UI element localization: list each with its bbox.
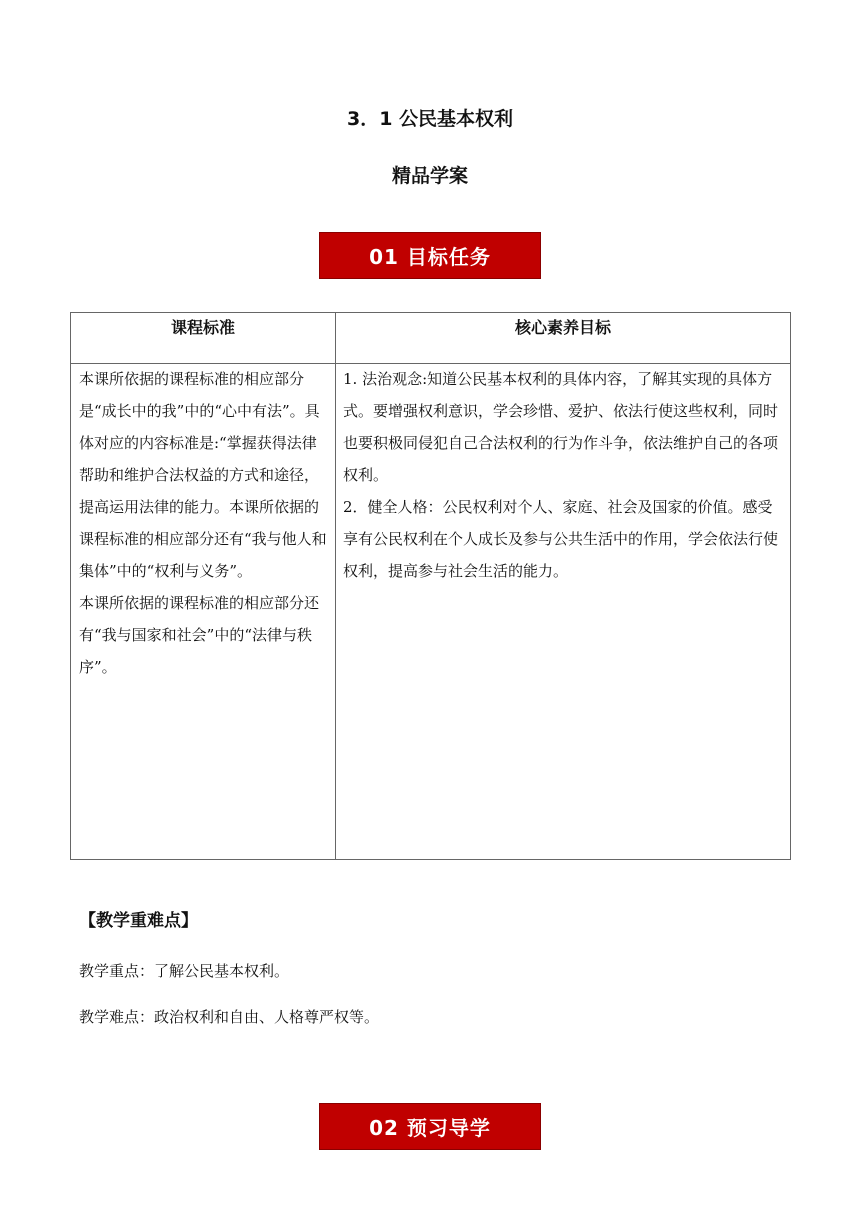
document-title: 3．1 公民基本权利 <box>346 108 514 130</box>
curriculum-paragraph: 本课所依据的课程标准的相应部分是“成长中的我”中的“心中有法”。具体对应的内容标准是:“掌握获得法律帮助和维护合法权益的方式和途径，提高运用法律的能力。本课所依据的课程标准的相应部分还有“我与他人和集体”中的“权利与义务”。 <box>79 370 327 580</box>
curriculum-paragraph: 本课所依据的课程标准的相应部分还有“我与国家和社会”中的“法律与秩序”。 <box>79 594 320 676</box>
table-cell-curriculum-standard <box>79 363 329 683</box>
table-cell-core-literacy-goals <box>343 363 787 587</box>
key-points-heading: 【教学重难点】 <box>79 911 198 931</box>
document-subtitle: 精品学案 <box>391 165 468 187</box>
goal-paragraph: 1. 法治观念:知道公民基本权利的具体内容，了解其实现的具体方式。要增强权利意识，学会珍惜、爱护、依法行使这些权利，同时也要积极同侵犯自己合法权利的行为作斗争，依法维护自己的各项权利。 <box>343 370 779 484</box>
section-banner-goals: 01 目标任务 <box>319 232 541 279</box>
table-column-divider <box>335 313 336 859</box>
objectives-table <box>70 312 791 860</box>
goal-paragraph: 2．健全人格：公民权利对个人、家庭、社会及国家的价值。感受享有公民权利在个人成长及参与公共生活中的作用，学会依法行使权利，提高参与社会生活的能力。 <box>343 498 779 580</box>
table-header-curriculum-standard: 课程标准 <box>170 318 235 337</box>
table-header-core-literacy-goals: 核心素养目标 <box>514 318 611 337</box>
teaching-focus-text: 教学重点：了解公民基本权利。 <box>79 962 290 980</box>
section-banner-preview: 02 预习导学 <box>319 1103 541 1150</box>
teaching-difficulty-text: 教学难点：政治权利和自由、人格尊严权等。 <box>79 1008 380 1026</box>
